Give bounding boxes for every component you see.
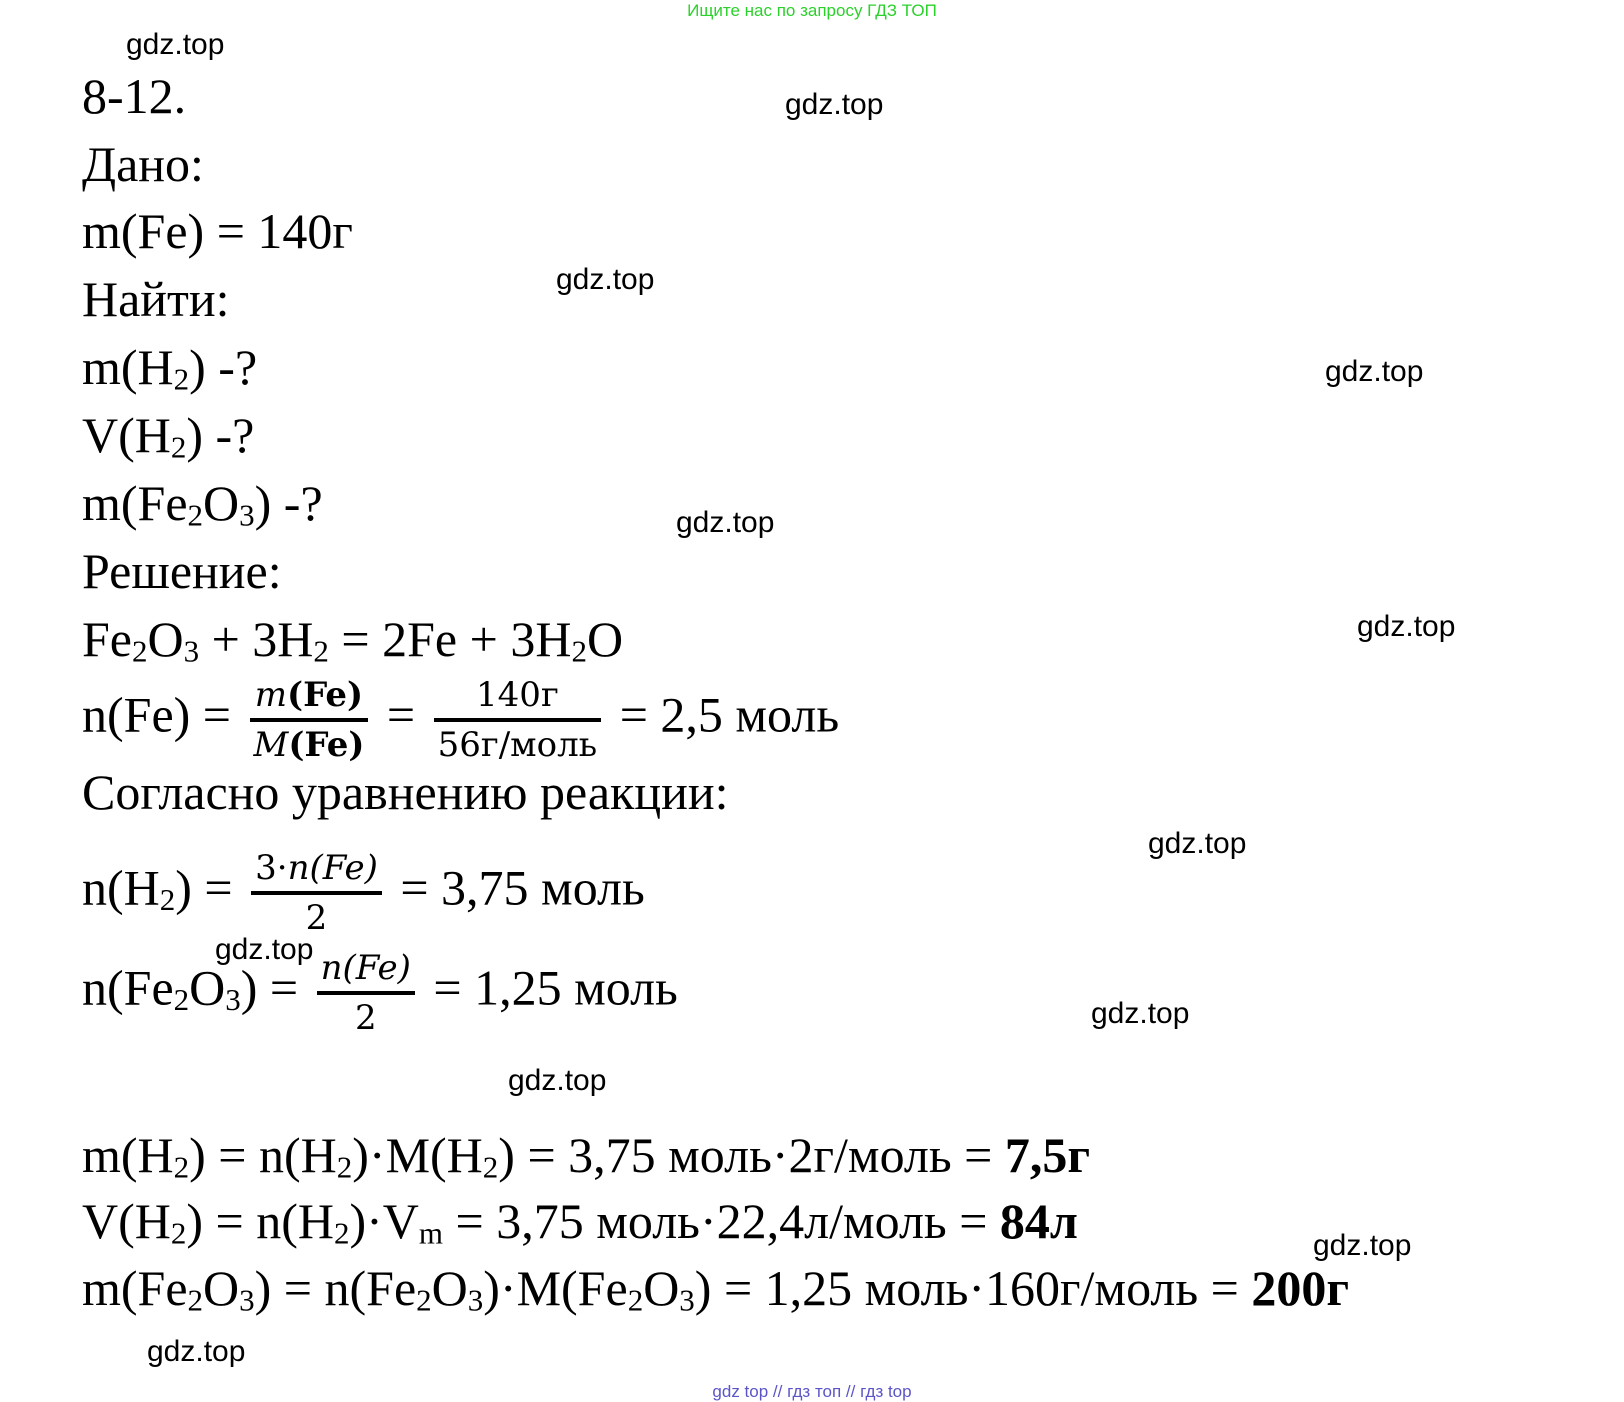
given-mass-fe: m(Fe) = 140г	[82, 203, 353, 259]
watermark: gdz.top	[1357, 610, 1456, 643]
fraction-m-over-M: $\frac{m(Fe)}{M(Fe)}$	[250, 672, 369, 768]
watermark: gdz.top	[785, 88, 884, 121]
given-label: Дано:	[82, 136, 204, 192]
according-to-equation: Согласно уравнению реакции:	[82, 764, 729, 820]
watermark: gdz.top	[1325, 355, 1424, 388]
watermark: gdz.top	[126, 28, 225, 61]
find-label: Найти:	[82, 271, 230, 327]
mass-fe2o3-result: $m(Fe_2O_3) = n(Fe_2O_3)\cdot M(Fe_2O_3) = 1,25$ моль·160г/моль = 200г	[82, 1260, 1350, 1318]
volume-h2-result: $V(H_2) = n(H_2)\cdot V_m = 3,75$ моль·22,4л/моль = 84л	[82, 1193, 1078, 1251]
watermark: gdz.top	[1313, 1229, 1412, 1262]
reaction-equation: $Fe_2O_3 + 3H_2 = 2Fe + 3H_2O$	[82, 611, 624, 669]
watermark: gdz.top	[1091, 997, 1190, 1030]
watermark: gdz.top	[147, 1335, 246, 1368]
solution-label: Решение:	[82, 543, 282, 599]
problem-number: 8-12.	[82, 68, 187, 124]
watermark: gdz.top	[508, 1064, 607, 1097]
footer-links[interactable]: gdz top // гдз топ // гдз top	[712, 1382, 912, 1401]
watermark: gdz.top	[215, 933, 314, 966]
moles-fe2o3-formula: $n(Fe_2O_3)$ = $\frac{n(Fe)}{2}$ = 1,25 моль	[82, 945, 678, 1041]
top-search-banner: Ищите нас по запросу ГДЗ ТОП	[687, 1, 937, 20]
fraction-3n-over-2: $\frac{3\cdot n(Fe)}{2}$	[251, 845, 382, 941]
fraction-n-over-2: $\frac{n(Fe)}{2}$	[317, 945, 415, 1041]
moles-h2-formula: $n(H_2)$ = $\frac{3\cdot n(Fe)}{2}$ = 3,75 моль	[82, 845, 645, 941]
find-mass-h2: $m(H_2)$ -?	[82, 339, 258, 397]
find-mass-fe2o3: $m(Fe_2O_3)$ -?	[82, 475, 323, 533]
watermark: gdz.top	[1148, 827, 1247, 860]
find-volume-h2: $V(H_2)$ -?	[82, 407, 255, 465]
moles-fe-formula: n(Fe) = $\frac{m(Fe)}{M(Fe)}$ = $\frac{140г}{\text{56г/моль}}$ = 2,5 моль	[82, 672, 839, 768]
watermark: gdz.top	[676, 506, 775, 539]
mass-h2-result: $m(H_2) = n(H_2)\cdot M(H_2) = 3,75$ моль·2г/моль = 7,5г	[82, 1127, 1091, 1185]
watermark: gdz.top	[556, 263, 655, 296]
fraction-values: $\frac{140г}{\text{56г/моль}}$	[434, 672, 602, 768]
